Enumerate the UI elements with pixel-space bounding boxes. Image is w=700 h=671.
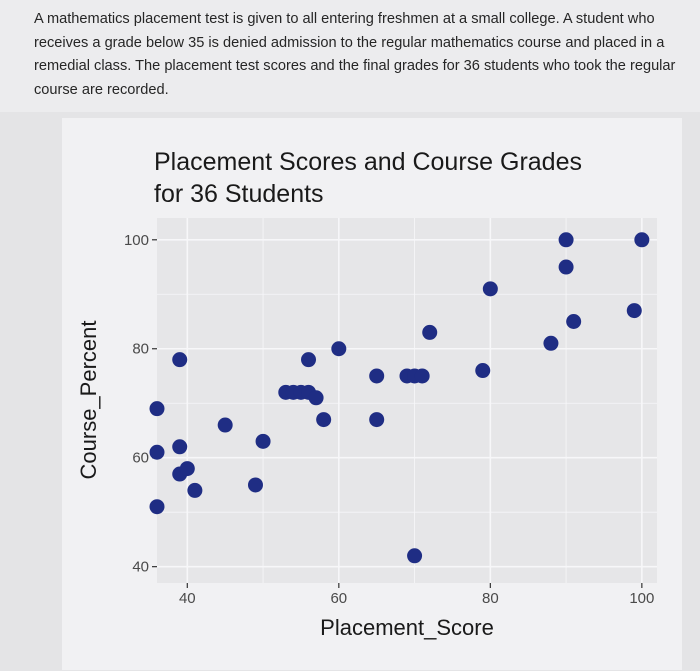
data-point [180, 461, 195, 476]
data-point [627, 303, 642, 318]
data-point [483, 281, 498, 296]
data-point [559, 232, 574, 247]
data-point [256, 434, 271, 449]
question-panel [0, 0, 700, 112]
chart-figure [62, 118, 682, 670]
data-point [415, 368, 430, 383]
data-point [309, 390, 324, 405]
data-point [369, 412, 384, 427]
data-point [475, 363, 490, 378]
x-tick-label: 60 [330, 590, 348, 607]
data-point [331, 341, 346, 356]
data-point [248, 477, 263, 492]
data-point [150, 445, 165, 460]
data-point [150, 401, 165, 416]
question-text: A mathematics placement test is given to all entering freshmen at a small college. A student who receives a grade below 35 is denied admission to the regular mathematics course and placed in a remedial class. The placement test scores and the final grades for 36 students who took the regular course are recorded. [34, 11, 676, 98]
data-point [559, 260, 574, 275]
y-tick-label: 40 [132, 558, 149, 576]
data-point [422, 325, 437, 340]
data-point [407, 548, 422, 563]
x-tick-label: 80 [481, 590, 499, 607]
chart-title-line-2: for 36 Students [154, 180, 324, 208]
y-tick-label: 80 [132, 340, 149, 358]
data-point [187, 483, 202, 498]
y-axis-label: Course_Percent [76, 320, 101, 480]
data-point [218, 418, 233, 433]
data-point [301, 352, 316, 367]
data-point [172, 439, 187, 454]
data-point [172, 352, 187, 367]
plot-panel [157, 218, 657, 583]
data-point [566, 314, 581, 329]
x-axis-label: Placement_Score [320, 615, 494, 640]
y-tick-label: 60 [132, 449, 149, 467]
data-point [369, 368, 384, 383]
data-point [150, 499, 165, 514]
data-point [634, 232, 649, 247]
data-point [316, 412, 331, 427]
x-tick-label: 100 [629, 590, 655, 607]
data-point [543, 336, 558, 351]
chart-title-line-1: Placement Scores and Course Grades [154, 148, 582, 176]
x-tick-label: 40 [178, 590, 196, 607]
y-tick-label: 100 [123, 231, 149, 249]
scatter-chart [62, 118, 682, 670]
